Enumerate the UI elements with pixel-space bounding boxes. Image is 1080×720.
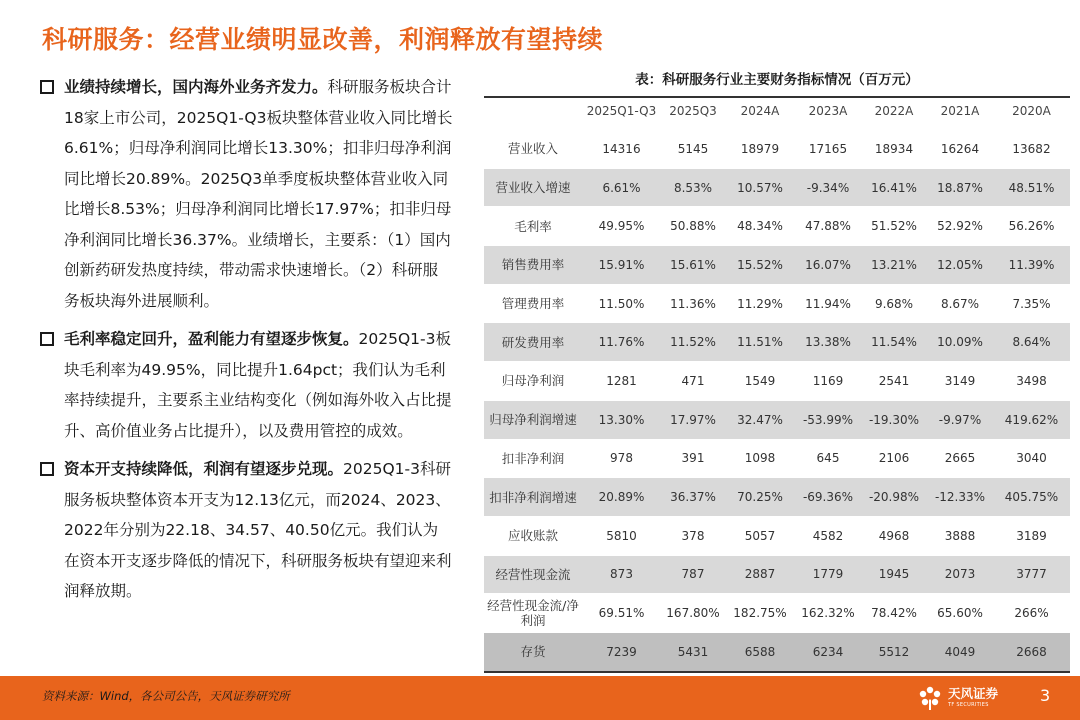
table-cell: 873 <box>610 567 633 582</box>
bullet-text: 2025Q1-3板块毛利率为49.95%，同比提升1.64pct；我们认为毛利率持续提升，主要系主业结构变化（例如海外收入占比提升、高价值业务占比提升），以及费用管控的成效。 <box>64 330 452 440</box>
table-cell: 4049 <box>927 632 993 671</box>
table-cell: 51.52% <box>871 219 917 234</box>
table-cell: 16264 <box>940 141 980 156</box>
table-cell: 13.38% <box>805 335 851 350</box>
table-cell: 2665 <box>944 451 976 466</box>
table-cell: 8.53% <box>673 180 713 195</box>
bullet-lead: 业绩持续增长，国内海外业务齐发力。 <box>64 78 328 96</box>
table-cell: 11.51% <box>737 335 783 350</box>
page-number: 3 <box>1040 686 1051 705</box>
bullet-text: 2025Q1-3科研服务板块整体资本开支为12.13亿元，而2024、2023、2022年分别为22.18、34.57、40.50亿元。我们认为在资本开支逐步降低的情况下，科研服务板块有望迎来利润释放期。 <box>64 460 452 600</box>
table-cell: 47.88% <box>805 219 851 234</box>
table-cell: 1169 <box>812 373 844 388</box>
table-cell: -53.99% <box>802 412 854 427</box>
table-header-cell: 2024A <box>740 104 780 118</box>
table-row <box>484 130 1070 169</box>
table-cell: 5512 <box>861 632 927 671</box>
table-row <box>484 516 1070 555</box>
table-cell: 11.94% <box>805 296 851 311</box>
row-label: 经营性现金流 <box>495 566 571 582</box>
row-label: 归母净利润增速 <box>489 412 577 428</box>
table-cell: 7.35% <box>1012 296 1051 311</box>
table-cell: 13.21% <box>871 257 917 272</box>
bullet-item <box>38 454 453 607</box>
table-cell: 1549 <box>744 373 776 388</box>
table-cell: 2668 <box>993 632 1070 671</box>
table-cell: 2073 <box>944 567 976 582</box>
table-cell: 378 <box>681 528 705 543</box>
table-row <box>484 168 1070 207</box>
table-row <box>484 400 1070 439</box>
table-cell: 48.51% <box>1008 180 1055 195</box>
bullet-box-icon <box>40 462 54 476</box>
table-cell: 3498 <box>1016 373 1047 388</box>
table-cell: -12.33% <box>934 490 986 505</box>
table-row <box>484 632 1070 671</box>
table-cell: 32.47% <box>737 412 783 427</box>
table-cell: 16.07% <box>805 257 851 272</box>
table-cell: 15.61% <box>670 257 716 272</box>
table-cell: 50.88% <box>670 219 716 234</box>
table-cell: 645 <box>816 451 840 466</box>
table-cell: 56.26% <box>1008 219 1055 234</box>
row-label: 应收账款 <box>507 528 558 544</box>
bullet-lead: 毛利率稳定回升，盈利能力有望逐步恢复。 <box>64 330 359 348</box>
row-label: 扣非净利润 <box>501 450 565 466</box>
table-cell: -69.36% <box>802 490 854 505</box>
bullet-list <box>38 72 453 607</box>
table-cell: 1945 <box>878 567 910 582</box>
table-cell: 266% <box>1014 606 1049 621</box>
row-label: 管理费用率 <box>501 296 565 312</box>
financial-table <box>484 93 1070 673</box>
table-cell: 17165 <box>808 141 848 156</box>
table-cell: 69.51% <box>598 606 645 621</box>
table-cell: 2887 <box>744 567 776 582</box>
table-cell: 5810 <box>606 528 637 543</box>
table-header-row <box>484 93 1070 130</box>
table-cell: 5145 <box>677 141 709 156</box>
table-cell: 391 <box>681 451 705 466</box>
table-cell: 52.92% <box>937 219 983 234</box>
table-cell: 162.32% <box>801 606 855 621</box>
table-cell: 978 <box>610 451 633 466</box>
table-cell: 11.39% <box>1008 257 1055 272</box>
table-row <box>484 439 1070 478</box>
table-cell: 20.89% <box>598 490 645 505</box>
table-cell: 13.30% <box>598 412 645 427</box>
row-label: 研发费用率 <box>501 334 565 350</box>
table-row <box>484 323 1070 362</box>
table-cell: 2541 <box>878 373 910 388</box>
table-cell: 13682 <box>1012 141 1051 156</box>
table-cell: 18.87% <box>937 180 983 195</box>
row-label: 营业收入增速 <box>495 180 571 196</box>
row-label: 销售费用率 <box>501 257 565 273</box>
table-cell: 9.68% <box>874 296 914 311</box>
table-cell: 6234 <box>795 632 861 671</box>
table-cell: 11.29% <box>737 296 783 311</box>
table-cell: 3149 <box>944 373 976 388</box>
table-cell: 15.52% <box>737 257 783 272</box>
table-cell: 6.61% <box>602 180 641 195</box>
row-label: 存货 <box>484 632 582 671</box>
table-cell: 14316 <box>602 141 641 156</box>
table-cell: 5431 <box>661 632 725 671</box>
table-row <box>484 246 1070 285</box>
table-header-cell: 2025Q3 <box>669 104 717 118</box>
table-cell: 78.42% <box>871 606 917 621</box>
table-row <box>484 478 1070 517</box>
table-cell: 7239 <box>582 632 661 671</box>
table-cell: 8.64% <box>1012 335 1051 350</box>
table-cell: -9.97% <box>938 412 982 427</box>
table-cell: 6588 <box>725 632 795 671</box>
table-header-cell: 2020A <box>1012 104 1051 118</box>
table-header-cell: 2021A <box>940 104 980 118</box>
table-cell: 12.05% <box>937 257 983 272</box>
table-row <box>484 594 1070 633</box>
table-corner-cell <box>484 93 582 130</box>
table-cell: 4582 <box>812 528 844 543</box>
logo-text-cn: 天风证券 <box>948 685 999 701</box>
table-cell: 787 <box>681 567 705 582</box>
table-cell: 11.36% <box>670 296 716 311</box>
tf-logo <box>916 680 998 716</box>
table-row <box>484 555 1070 594</box>
table-cell: 3189 <box>1016 528 1047 543</box>
logo-text-en: TF SECURITIES <box>948 702 989 709</box>
table-cell: 3040 <box>1016 451 1047 466</box>
bullet-item <box>38 324 453 446</box>
table-cell: 1779 <box>812 567 844 582</box>
table-cell: 18934 <box>874 141 914 156</box>
table-cell: 182.75% <box>733 606 787 621</box>
table-cell: 3888 <box>944 528 976 543</box>
table-cell: -9.34% <box>806 180 850 195</box>
page-title: 科研服务：经营业绩明显改善，利润释放有望持续 <box>42 25 604 54</box>
table-cell: 167.80% <box>666 606 720 621</box>
table-body <box>484 130 1070 672</box>
row-label: 扣非净利润增速 <box>489 489 577 505</box>
bullet-box-icon <box>40 332 54 346</box>
table-cell: 419.62% <box>1004 412 1059 427</box>
table-cell: 49.95% <box>598 219 645 234</box>
table-cell: 17.97% <box>670 412 716 427</box>
table-cell: 65.60% <box>937 606 983 621</box>
table-header-cell: 2022A <box>874 104 914 118</box>
table-cell: 1281 <box>606 373 637 388</box>
table-cell: 471 <box>681 373 705 388</box>
source-note: 资料来源：Wind，各公司公告，天风证券研究所 <box>42 689 290 703</box>
table-cell: 10.09% <box>937 335 983 350</box>
table-cell: 4968 <box>878 528 910 543</box>
table-cell: 8.67% <box>940 296 980 311</box>
bullet-item <box>38 72 453 316</box>
table-cell: 11.54% <box>871 335 917 350</box>
table-cell: 1098 <box>744 451 776 466</box>
table-cell: 18979 <box>740 141 780 156</box>
table-cell: 36.37% <box>670 490 716 505</box>
table-row <box>484 207 1070 246</box>
table-row <box>484 362 1070 401</box>
table-cell: 16.41% <box>871 180 917 195</box>
row-label: 毛利率 <box>514 218 552 234</box>
table-caption: 表：科研服务行业主要财务指标情况（百万元） <box>484 68 1070 98</box>
bullet-lead: 资本开支持续降低，利润有望逐步兑现。 <box>64 460 344 478</box>
table-row <box>484 284 1070 323</box>
table-cell: -20.98% <box>868 490 920 505</box>
table-cell: 48.34% <box>737 219 783 234</box>
tf-flower-logo-icon <box>916 684 944 712</box>
bullet-box-icon <box>40 80 54 94</box>
table-cell: -19.30% <box>868 412 920 427</box>
table-cell: 2106 <box>878 451 910 466</box>
row-label: 营业收入 <box>507 141 558 157</box>
table-cell: 15.91% <box>598 257 645 272</box>
table-cell: 405.75% <box>1004 490 1059 505</box>
table-cell: 70.25% <box>737 490 783 505</box>
table-cell: 11.52% <box>670 335 716 350</box>
row-label: 经营性现金流/净利润 <box>487 598 579 629</box>
table-cell: 10.57% <box>737 180 783 195</box>
table-cell: 11.76% <box>598 335 645 350</box>
table-header-cell: 2025Q1-Q3 <box>586 104 657 118</box>
table-header-cell: 2023A <box>808 104 848 118</box>
table-cell: 3777 <box>1016 567 1047 582</box>
table-cell: 5057 <box>744 528 776 543</box>
row-label: 归母净利润 <box>501 373 565 389</box>
table-cell: 11.50% <box>598 296 645 311</box>
bullet-text: 科研服务板块合计18家上市公司，2025Q1-Q3板块整体营业收入同比增长6.61%；归母净利润同比增长13.30%；扣非归母净利润同比增长20.89%。2025Q3单季度板块整体营业收入同比增长8.53%；归母净利润同比增长17.97%；扣非归母净利润同比增长36.37%。业绩增长，主要系：（1）国内创新药研发热度持续，带动需求快速增长。（2）科研服务板块海外进展顺利。 <box>64 78 453 310</box>
